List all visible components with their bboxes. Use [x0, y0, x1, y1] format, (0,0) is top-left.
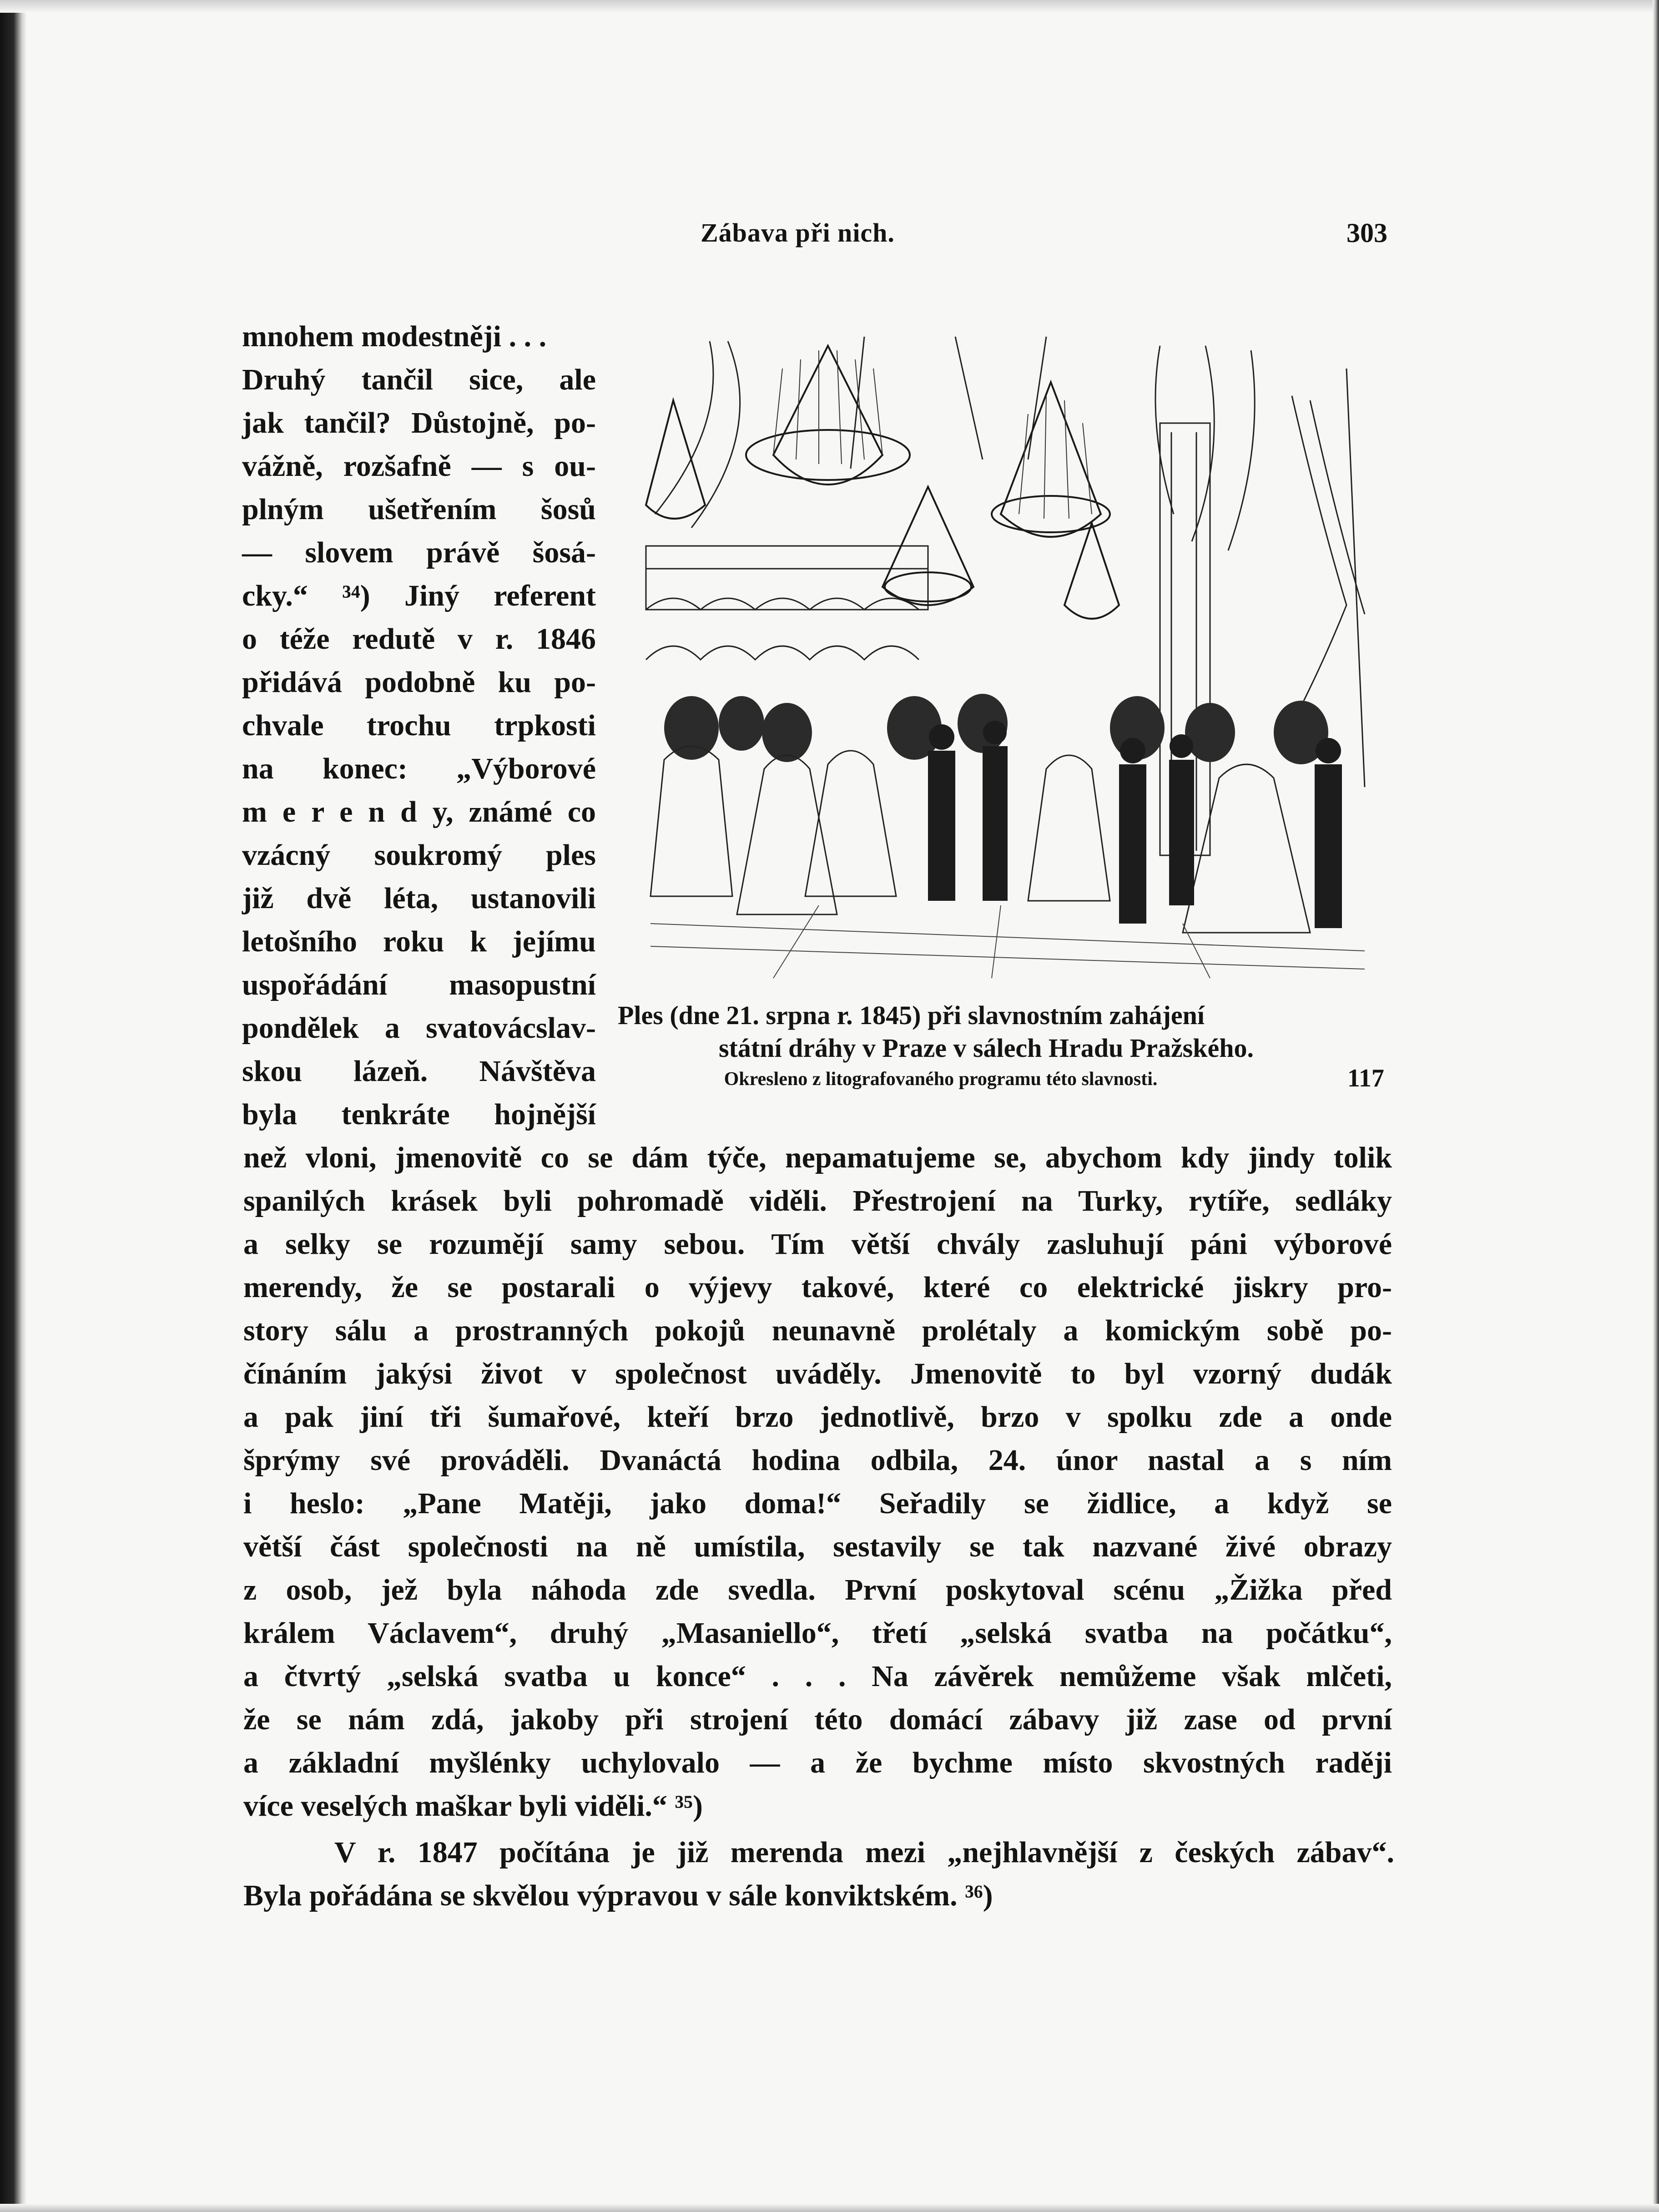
- figure-number: 117: [1347, 1064, 1384, 1092]
- text-line: letošního roku k jejímu: [242, 925, 596, 958]
- text-line: — slovem právě šosá-: [242, 536, 596, 569]
- text-line: chvale trochu trpkosti: [242, 709, 596, 742]
- page-number: 303: [1346, 218, 1387, 248]
- figure-caption-line1: Ples (dne 21. srpna r. 1845) při slavnostním zahájení: [618, 1000, 1205, 1030]
- text-line: jak tančil? Důstojně, po-: [242, 406, 596, 439]
- text-line: větší část společnosti na ně umístila, sestavily se tak nazvané živé obrazy: [243, 1530, 1392, 1563]
- text-line: přidává podobně ku po-: [242, 666, 596, 699]
- text-line: a čtvrtý „selská svatba u konce“ . . . Na závěrek nemůžeme však mlčeti,: [243, 1660, 1392, 1693]
- scan-edge-left: [0, 0, 26, 2212]
- text-line: i heslo: „Pane Matěji, jako doma!“ Seřadily se židlice, a když se: [243, 1487, 1392, 1520]
- text-line: byla tenkráte hojnější: [242, 1098, 596, 1131]
- text-line: a selky se rozumějí samy sebou. Tím větší chvály zasluhují páni výborové: [243, 1227, 1392, 1261]
- scan-edge-right: [1653, 0, 1659, 2212]
- text-line: cky.“ ³⁴) Jiný referent: [242, 579, 596, 612]
- text-line: m e r e n d y, známé co: [242, 795, 596, 828]
- text-line: V r. 1847 počítána je již merenda mezi „nejhlavnější z českých zábav“.: [334, 1836, 1394, 1869]
- text-line: spanilých krásek byli pohromadě viděli. Přestrojení na Turky, rytíře, sedláky: [243, 1184, 1392, 1217]
- text-line: vzácný soukromý ples: [242, 838, 596, 872]
- text-line: na konec: „Výborové: [242, 752, 596, 785]
- running-header: Zábava při nich.: [701, 218, 895, 247]
- text-line: uspořádání masopustní: [242, 968, 596, 1001]
- text-line: Byla pořádána se skvělou výpravou v sále konviktském. ³⁶): [243, 1879, 993, 1912]
- text-line: Druhý tančil sice, ale: [242, 363, 596, 396]
- text-line: z osob, jež byla náhoda zde svedla. První poskytoval scénu „Žižka před: [243, 1573, 1392, 1606]
- text-line: pondělek a svatovácslav-: [242, 1011, 596, 1045]
- ballroom-engraving: [637, 332, 1374, 987]
- text-line: skou lázeň. Návštěva: [242, 1055, 596, 1088]
- text-line: již dvě léta, ustanovili: [242, 882, 596, 915]
- text-line: mnohem modestněji . . .: [242, 320, 547, 353]
- text-line: čínáním jakýsi život v společnost uváděly. Jmenovitě to byl vzorný dudák: [243, 1357, 1392, 1390]
- text-line: story sálu a prostranných pokojů neunavně prolétaly a komickým sobě po-: [243, 1314, 1392, 1347]
- text-line: merendy, že se postarali o výjevy takové, které co elektrické jiskry pro-: [243, 1271, 1392, 1304]
- text-line: šprýmy své prováděli. Dvanáctá hodina odbila, 24. únor nastal a s ním: [243, 1444, 1392, 1477]
- text-line: a základní myšlénky uchylovalo — a že bychme místo skvostných raději: [243, 1746, 1392, 1779]
- text-line: plným ušetřením šosů: [242, 493, 596, 526]
- text-line: než vloni, jmenovitě co se dám týče, nepamatujeme se, abychom kdy jindy tolik: [243, 1141, 1392, 1174]
- scan-edge-top: [0, 0, 1659, 13]
- text-line: o téže redutě v r. 1846: [242, 622, 596, 656]
- figure-caption-credit: Okresleno z litografovaného programu této slavnosti.: [724, 1069, 1158, 1090]
- ballroom-illustration: [637, 332, 1374, 987]
- text-line: že se nám zdá, jakoby při strojení této domácí zábavy již zase od první: [243, 1703, 1392, 1736]
- scan-edge-bottom: [0, 2204, 1659, 2212]
- text-line: vážně, rozšafně — s ou-: [242, 449, 596, 483]
- text-line: králem Václavem“, druhý „Masaniello“, třetí „selská svatba na počátku“,: [243, 1616, 1392, 1650]
- text-line: více veselých maškar byli viděli.“ ³⁵): [243, 1789, 703, 1823]
- figure-caption-line2: státní dráhy v Praze v sálech Hradu Pražského.: [718, 1033, 1254, 1063]
- text-line: a pak jiní tři šumařové, kteří brzo jednotlivě, brzo v spolku zde a onde: [243, 1400, 1392, 1434]
